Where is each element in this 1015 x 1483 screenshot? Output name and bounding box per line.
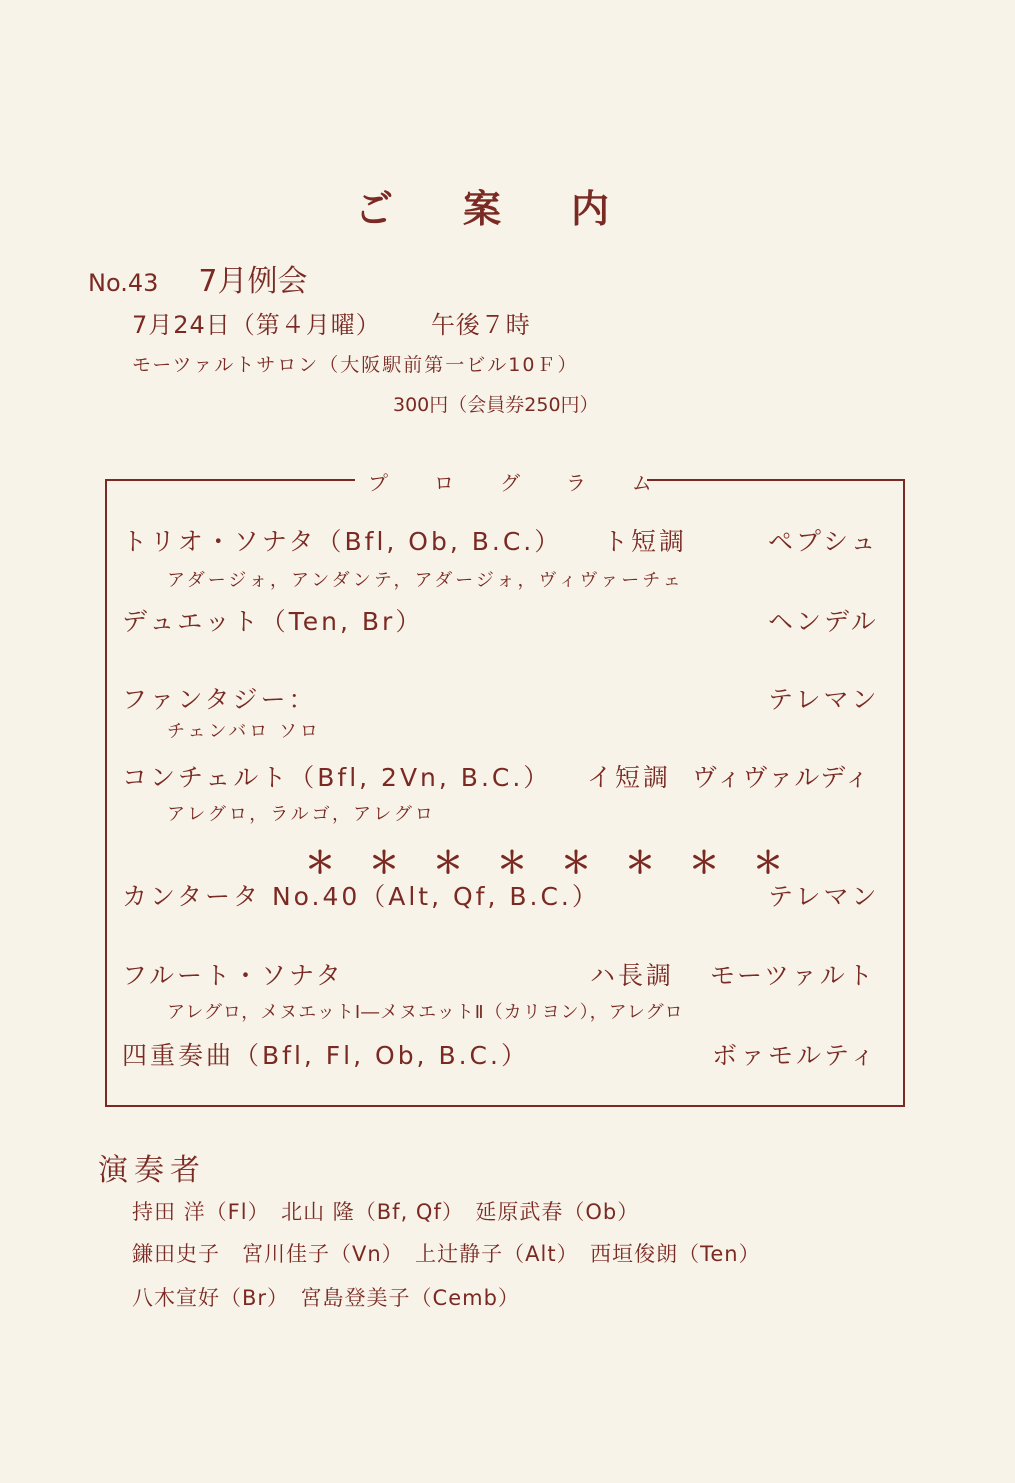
- meeting-number: No.43: [88, 269, 159, 297]
- performers-line: 八木宣好（Br） 宮島登美子（Cemb）: [132, 1286, 520, 1310]
- program-item-composer: テレマン: [768, 882, 880, 911]
- program-item-title: 四重奏曲（Bfl, Fl, Ob, B.C.）: [122, 1041, 529, 1070]
- program-heading: プログラム: [368, 471, 698, 495]
- title-char: 内: [571, 187, 610, 231]
- program-item-composer: ヘンデル: [768, 607, 879, 636]
- meeting-name: 7月例会: [198, 264, 308, 299]
- program-item-composer: ボァモルティ: [712, 1041, 879, 1070]
- program-item-composer: モーツァルト: [710, 961, 876, 990]
- program-item-composer: ヴィヴァルディ: [692, 763, 871, 792]
- performers-line: 持田 洋（Fl） 北山 隆（Bf, Qf） 延原武春（Ob）: [132, 1200, 640, 1224]
- program-item-movements: アダージォ，アンダンテ，アダージォ，ヴィヴァーチェ: [167, 570, 684, 591]
- program-item-key: ハ長調: [590, 961, 675, 990]
- program-item-movements: チェンバロ ソロ: [167, 721, 321, 742]
- title-char: 案: [463, 187, 502, 231]
- meeting-date: [132, 305, 531, 340]
- program-item-composer: ペプシュ: [768, 527, 879, 556]
- intermission-stars: ＊＊＊＊＊＊＊＊: [305, 846, 817, 881]
- venue: モーツァルトサロン（大阪駅前第一ビル10Ｆ）: [132, 354, 579, 376]
- program-item-key: イ短調: [587, 763, 672, 792]
- program-item-title: トリオ・ソナタ（Bfl, Ob, B.C.）: [122, 527, 563, 556]
- page-title: [355, 178, 609, 233]
- program-item-title: デュエット（Ten, Br）: [122, 607, 424, 636]
- program-box-top-rule: [105, 479, 355, 481]
- program-item-title: コンチェルト（Bfl, 2Vn, B.C.）: [122, 763, 552, 792]
- program-item-movements: アレグロ，メヌエットⅠ―メヌエットⅡ（カリヨン），アレグロ: [167, 1002, 684, 1023]
- program-item-title: フルート・ソナタ: [122, 961, 344, 990]
- program-item-title: カンタータ No.40（Alt, Qf, B.C.）: [122, 882, 600, 911]
- performers-heading: 演奏者: [98, 1153, 206, 1188]
- program-item-movements: アレグロ，ラルゴ，アレグロ: [167, 804, 436, 825]
- meeting-heading: [88, 256, 307, 300]
- date-day: 7月24日（第４月曜）: [132, 311, 381, 339]
- program-item-title: ファンタジー：: [122, 685, 317, 714]
- date-time: 午後７時: [430, 311, 531, 339]
- title-char: ご: [355, 187, 394, 231]
- program-item-composer: テレマン: [768, 685, 880, 714]
- performers-line: 鎌田史子 宮川佳子（Vn） 上辻静子（Alt） 西垣俊朗（Ten）: [132, 1242, 761, 1266]
- admission-fee: 300円（会員券250円）: [393, 394, 599, 416]
- program-item-key: ト短調: [603, 527, 688, 556]
